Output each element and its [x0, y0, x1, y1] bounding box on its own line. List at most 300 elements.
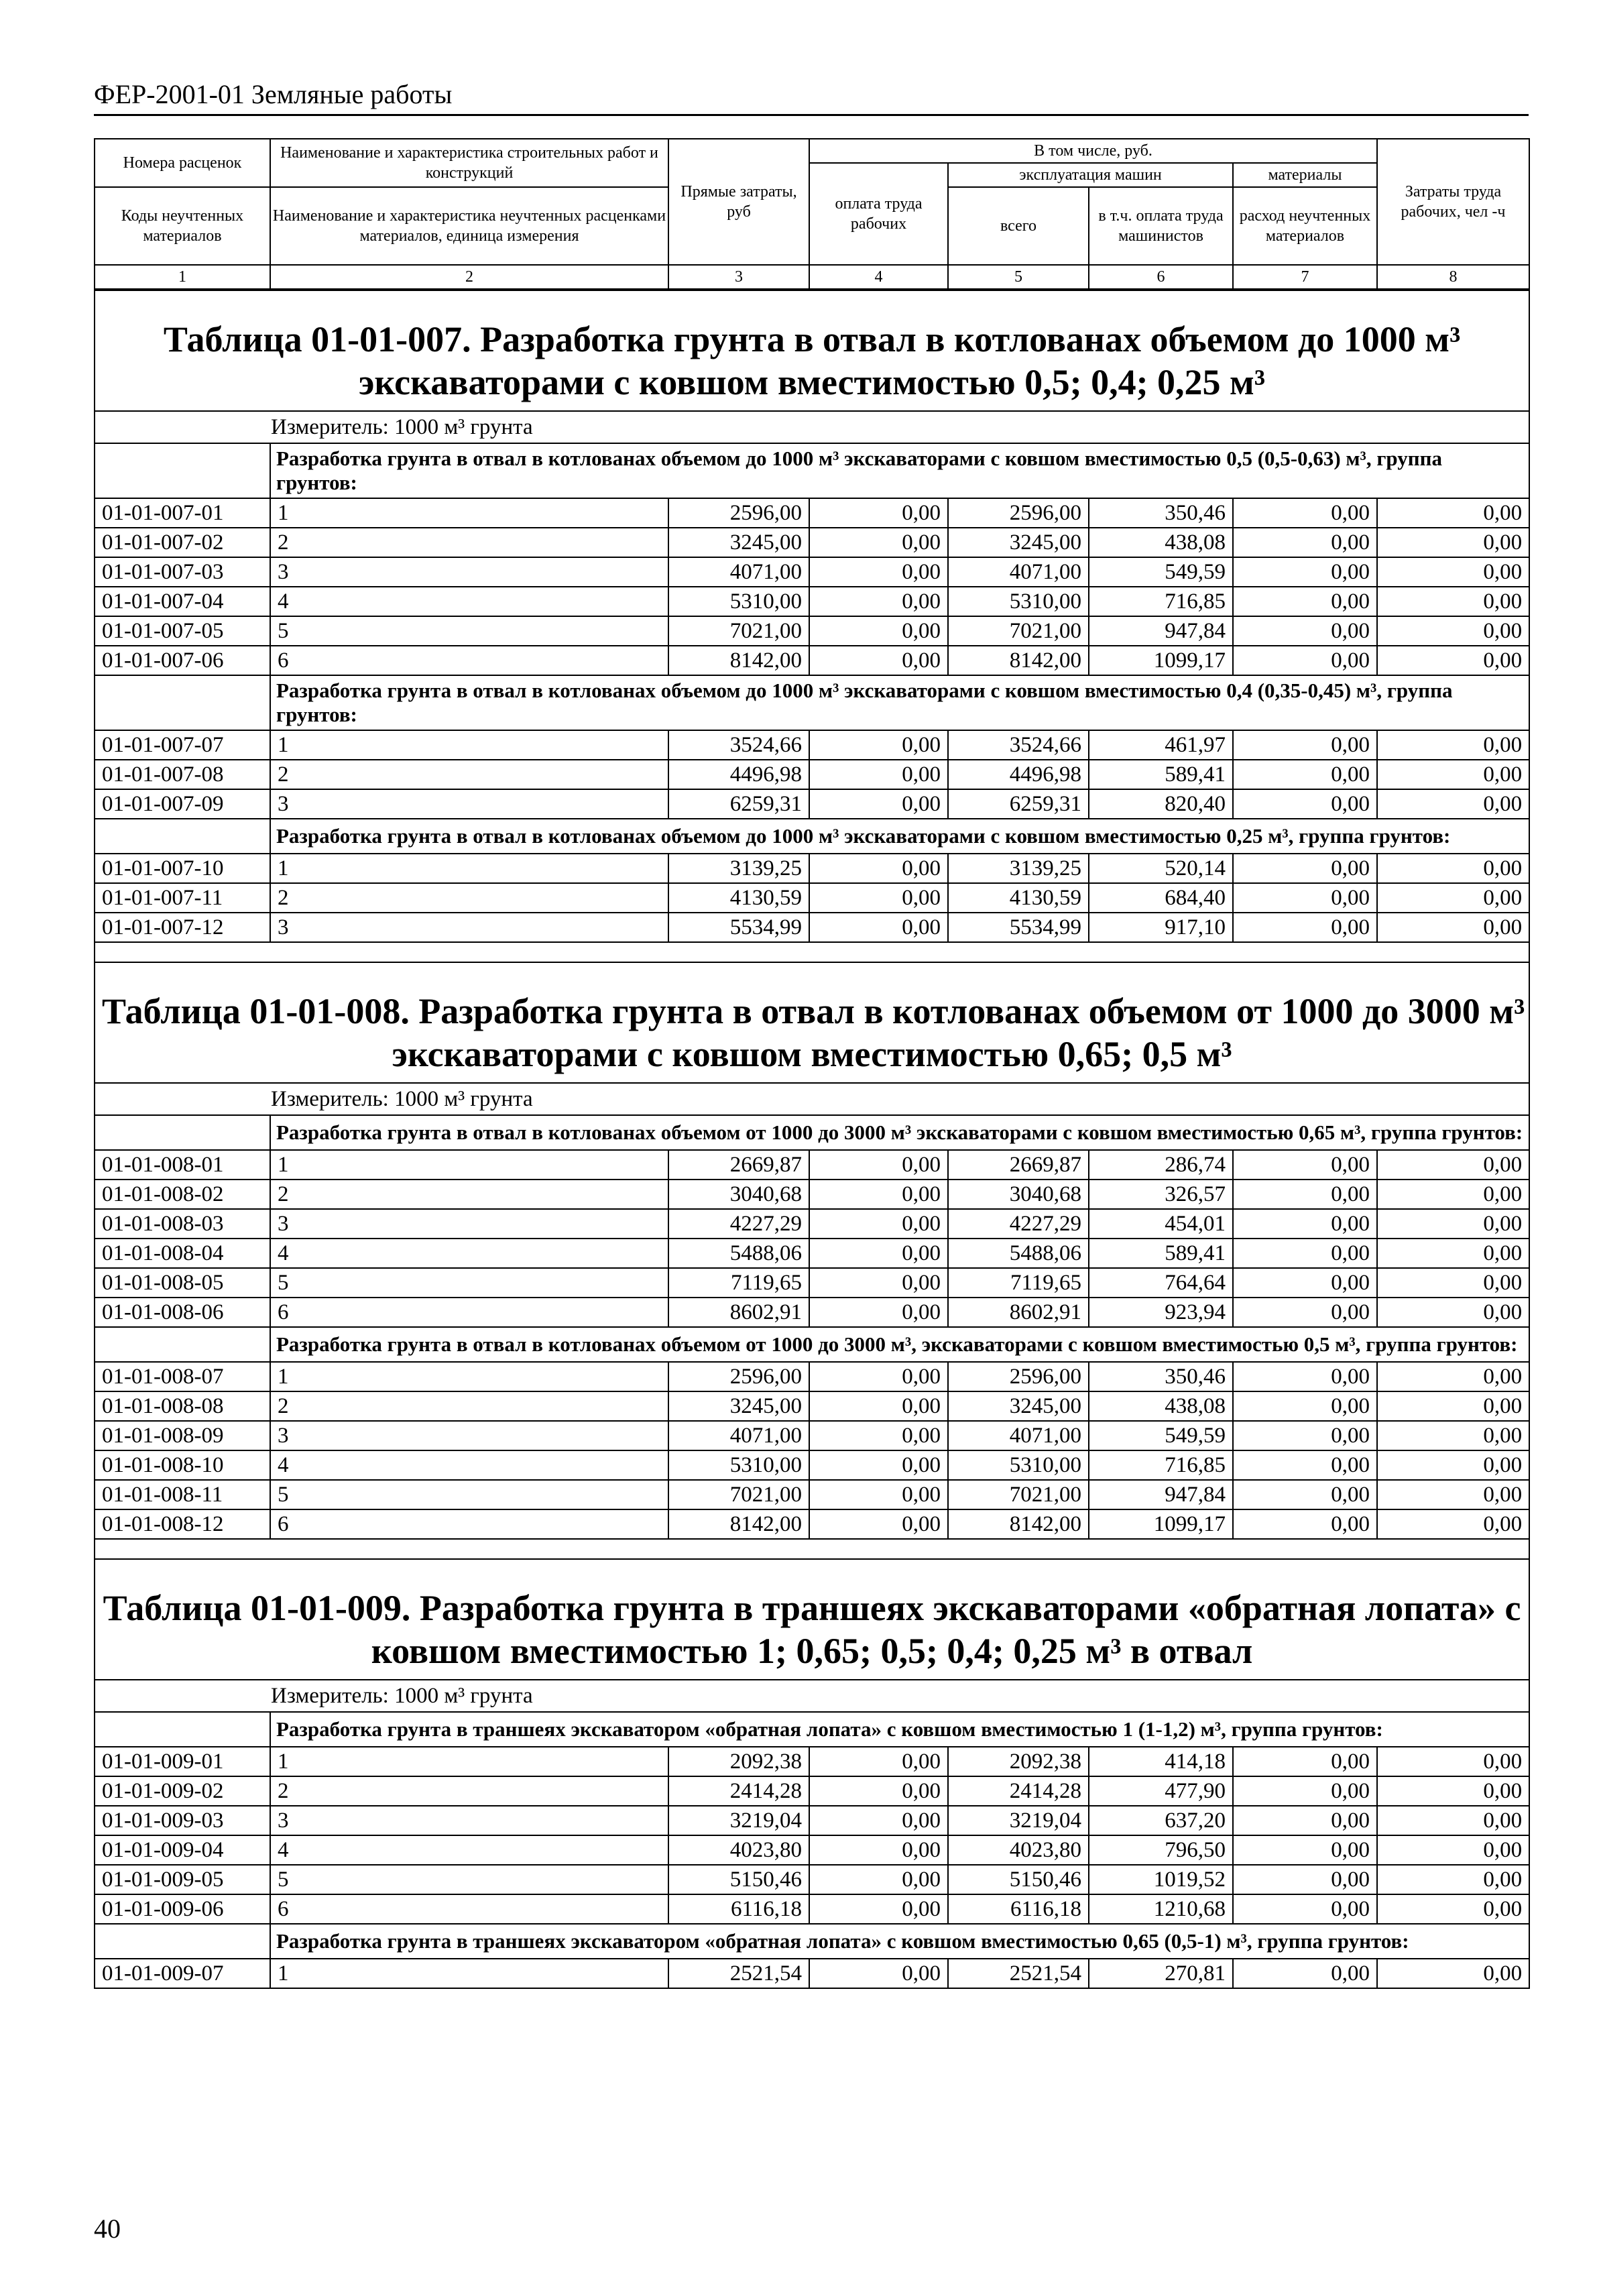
soil-group: 1	[270, 854, 668, 883]
rate-code: 01-01-008-12	[95, 1509, 270, 1539]
hdr-machines: эксплуатация машин	[948, 163, 1233, 187]
column-number: 3	[668, 265, 809, 289]
table-row	[95, 1268, 1529, 1298]
worker-wages: 0,00	[809, 760, 948, 789]
rate-code: 01-01-008-09	[95, 1421, 270, 1450]
machine-total: 2521,54	[948, 1959, 1089, 1988]
subtitle-spacer	[95, 819, 270, 854]
labor-hours: 0,00	[1377, 587, 1529, 616]
measure-row	[95, 1083, 1529, 1115]
worker-wages: 0,00	[809, 646, 948, 675]
direct-cost: 8602,91	[668, 1298, 809, 1327]
worker-wages: 0,00	[809, 1150, 948, 1180]
machine-total: 3524,66	[948, 730, 1089, 760]
operator-wages: 477,90	[1089, 1776, 1233, 1806]
direct-cost: 3139,25	[668, 854, 809, 883]
table-row	[95, 1150, 1529, 1180]
hdr-including: В том числе, руб.	[809, 139, 1377, 163]
rate-code: 01-01-009-05	[95, 1865, 270, 1894]
direct-cost: 5534,99	[668, 913, 809, 942]
operator-wages: 350,46	[1089, 498, 1233, 528]
table-row	[95, 646, 1529, 675]
soil-group: 1	[270, 1959, 668, 1988]
labor-hours: 0,00	[1377, 1776, 1529, 1806]
table-title-line: Таблица 01-01-009. Разработка грунта в траншеях экскаваторами «обратная лопата» с	[103, 1588, 1521, 1628]
soil-group: 2	[270, 760, 668, 789]
operator-wages: 947,84	[1089, 1480, 1233, 1509]
rate-code: 01-01-008-11	[95, 1480, 270, 1509]
table-row	[95, 883, 1529, 913]
worker-wages: 0,00	[809, 1806, 948, 1835]
labor-hours: 0,00	[1377, 1806, 1529, 1835]
direct-cost: 5488,06	[668, 1239, 809, 1268]
labor-hours: 0,00	[1377, 1180, 1529, 1209]
labor-hours: 0,00	[1377, 1298, 1529, 1327]
worker-wages: 0,00	[809, 1180, 948, 1209]
hdr-total: всего	[948, 187, 1089, 265]
machine-total: 2414,28	[948, 1776, 1089, 1806]
material-use: 0,00	[1233, 1747, 1377, 1776]
material-use: 0,00	[1233, 1776, 1377, 1806]
column-number: 2	[270, 265, 668, 289]
rate-code: 01-01-007-08	[95, 760, 270, 789]
material-use: 0,00	[1233, 587, 1377, 616]
table-row	[95, 1239, 1529, 1268]
table-row	[95, 1747, 1529, 1776]
hdr-name-top: Наименование и характеристика строительных работ и конструкций	[270, 139, 668, 187]
direct-cost: 4227,29	[668, 1209, 809, 1239]
operator-wages: 454,01	[1089, 1209, 1233, 1239]
soil-group: 1	[270, 1747, 668, 1776]
direct-cost: 4071,00	[668, 557, 809, 587]
operator-wages: 716,85	[1089, 1450, 1233, 1480]
rate-code: 01-01-007-09	[95, 789, 270, 819]
operator-wages: 438,08	[1089, 528, 1233, 557]
hdr-codes-bottom: Коды неучтенных материалов	[95, 187, 270, 265]
material-use: 0,00	[1233, 789, 1377, 819]
machine-total: 2596,00	[948, 1362, 1089, 1391]
worker-wages: 0,00	[809, 1362, 948, 1391]
material-use: 0,00	[1233, 1209, 1377, 1239]
worker-wages: 0,00	[809, 1268, 948, 1298]
machine-total: 3139,25	[948, 854, 1089, 883]
labor-hours: 0,00	[1377, 1391, 1529, 1421]
table-row	[95, 1776, 1529, 1806]
labor-hours: 0,00	[1377, 1509, 1529, 1539]
soil-group: 3	[270, 1209, 668, 1239]
table-title-line: Таблица 01-01-007. Разработка грунта в отвал в котлованах объемом до 1000 м³	[163, 319, 1461, 359]
gap-cell	[95, 1539, 1529, 1559]
rates-table	[94, 290, 1530, 1989]
material-use: 0,00	[1233, 498, 1377, 528]
soil-group: 1	[270, 1150, 668, 1180]
machine-total: 4130,59	[948, 883, 1089, 913]
soil-group: 6	[270, 646, 668, 675]
material-use: 0,00	[1233, 1865, 1377, 1894]
operator-wages: 947,84	[1089, 616, 1233, 646]
rate-code: 01-01-007-03	[95, 557, 270, 587]
hdr-labor-costs: Затраты труда рабочих, чел -ч	[1377, 139, 1529, 265]
material-use: 0,00	[1233, 1959, 1377, 1988]
soil-group: 3	[270, 1806, 668, 1835]
direct-cost: 5310,00	[668, 1450, 809, 1480]
hdr-codes-top: Номера расценок	[95, 139, 270, 187]
material-use: 0,00	[1233, 760, 1377, 789]
group-subtitle: Разработка грунта в отвал в котлованах объемом до 1000 м³ экскаваторами с ковшом вместимостью 0,4 (0,35-0,45) м³, группа грунтов:	[270, 675, 1529, 730]
group-subtitle-row	[95, 819, 1529, 854]
worker-wages: 0,00	[809, 1776, 948, 1806]
table-row	[95, 789, 1529, 819]
direct-cost: 8142,00	[668, 646, 809, 675]
operator-wages: 414,18	[1089, 1747, 1233, 1776]
table-title-row	[95, 290, 1529, 411]
direct-cost: 7021,00	[668, 1480, 809, 1509]
machine-total: 3040,68	[948, 1180, 1089, 1209]
rate-code: 01-01-009-01	[95, 1747, 270, 1776]
operator-wages: 549,59	[1089, 557, 1233, 587]
material-use: 0,00	[1233, 1806, 1377, 1835]
machine-total: 7021,00	[948, 616, 1089, 646]
table-row	[95, 1865, 1529, 1894]
operator-wages: 326,57	[1089, 1180, 1233, 1209]
machine-total: 5310,00	[948, 587, 1089, 616]
rate-code: 01-01-007-06	[95, 646, 270, 675]
table-row	[95, 1480, 1529, 1509]
operator-wages: 716,85	[1089, 587, 1233, 616]
soil-group: 5	[270, 1865, 668, 1894]
soil-group: 2	[270, 1180, 668, 1209]
machine-total: 5150,46	[948, 1865, 1089, 1894]
labor-hours: 0,00	[1377, 1894, 1529, 1924]
table-row	[95, 498, 1529, 528]
worker-wages: 0,00	[809, 587, 948, 616]
direct-cost: 2092,38	[668, 1747, 809, 1776]
table-title-line: экскаваторами с ковшом вместимостью 0,65; 0,5 м³	[392, 1034, 1232, 1074]
measure-unit: Измеритель: 1000 м³ грунта	[95, 1680, 1529, 1712]
column-number: 8	[1377, 265, 1529, 289]
subtitle-spacer	[95, 1924, 270, 1959]
labor-hours: 0,00	[1377, 1959, 1529, 1988]
table-row	[95, 854, 1529, 883]
table-row	[95, 1209, 1529, 1239]
group-subtitle: Разработка грунта в отвал в котлованах объемом до 1000 м³ экскаваторами с ковшом вместимостью 0,5 (0,5-0,63) м³, группа грунтов:	[270, 443, 1529, 498]
measure-row	[95, 1680, 1529, 1712]
labor-hours: 0,00	[1377, 1239, 1529, 1268]
table-row	[95, 1806, 1529, 1835]
hdr-direct-costs: Прямые затраты, руб	[668, 139, 809, 265]
material-use: 0,00	[1233, 1421, 1377, 1450]
rate-code: 01-01-007-01	[95, 498, 270, 528]
soil-group: 1	[270, 1362, 668, 1391]
material-use: 0,00	[1233, 883, 1377, 913]
material-use: 0,00	[1233, 1180, 1377, 1209]
soil-group: 3	[270, 789, 668, 819]
column-number: 7	[1233, 265, 1377, 289]
worker-wages: 0,00	[809, 1391, 948, 1421]
direct-cost: 2521,54	[668, 1959, 809, 1988]
operator-wages: 1099,17	[1089, 1509, 1233, 1539]
worker-wages: 0,00	[809, 1894, 948, 1924]
worker-wages: 0,00	[809, 1298, 948, 1327]
table-row	[95, 730, 1529, 760]
rate-code: 01-01-008-05	[95, 1268, 270, 1298]
direct-cost: 5150,46	[668, 1865, 809, 1894]
machine-total: 4496,98	[948, 760, 1089, 789]
material-use: 0,00	[1233, 1268, 1377, 1298]
worker-wages: 0,00	[809, 498, 948, 528]
group-subtitle: Разработка грунта в траншеях экскаватором «обратная лопата» с ковшом вместимостью 0,65 (0,5-1) м³, группа грунтов:	[270, 1924, 1529, 1959]
worker-wages: 0,00	[809, 789, 948, 819]
table-row	[95, 1959, 1529, 1988]
subtitle-spacer	[95, 1712, 270, 1747]
rate-code: 01-01-007-12	[95, 913, 270, 942]
labor-hours: 0,00	[1377, 854, 1529, 883]
measure-row	[95, 411, 1529, 443]
group-subtitle-row	[95, 443, 1529, 498]
gap-cell	[95, 942, 1529, 962]
labor-hours: 0,00	[1377, 1480, 1529, 1509]
soil-group: 2	[270, 1776, 668, 1806]
operator-wages: 549,59	[1089, 1421, 1233, 1450]
direct-cost: 8142,00	[668, 1509, 809, 1539]
material-use: 0,00	[1233, 854, 1377, 883]
table-title	[102, 318, 1522, 404]
table-title	[102, 990, 1525, 1076]
direct-cost: 3219,04	[668, 1806, 809, 1835]
worker-wages: 0,00	[809, 913, 948, 942]
worker-wages: 0,00	[809, 1865, 948, 1894]
soil-group: 4	[270, 1450, 668, 1480]
table-row	[95, 587, 1529, 616]
page-header	[94, 79, 1529, 116]
direct-cost: 7021,00	[668, 616, 809, 646]
machine-total: 2092,38	[948, 1747, 1089, 1776]
material-use: 0,00	[1233, 1835, 1377, 1865]
rate-code: 01-01-009-06	[95, 1894, 270, 1924]
rate-code: 01-01-008-07	[95, 1362, 270, 1391]
subtitle-spacer	[95, 1115, 270, 1150]
machine-total: 3219,04	[948, 1806, 1089, 1835]
rate-code: 01-01-007-04	[95, 587, 270, 616]
soil-group: 5	[270, 1268, 668, 1298]
machine-total: 4071,00	[948, 1421, 1089, 1450]
operator-wages: 1019,52	[1089, 1865, 1233, 1894]
hdr-operator-wages: в т.ч. оплата труда машинистов	[1089, 187, 1233, 265]
worker-wages: 0,00	[809, 1747, 948, 1776]
worker-wages: 0,00	[809, 1835, 948, 1865]
table-title-line: экскаваторами с ковшом вместимостью 0,5; 0,4; 0,25 м³	[359, 362, 1266, 402]
direct-cost: 3040,68	[668, 1180, 809, 1209]
material-use: 0,00	[1233, 1239, 1377, 1268]
labor-hours: 0,00	[1377, 789, 1529, 819]
material-use: 0,00	[1233, 528, 1377, 557]
machine-total: 7021,00	[948, 1480, 1089, 1509]
rate-code: 01-01-008-04	[95, 1239, 270, 1268]
machine-total: 5488,06	[948, 1239, 1089, 1268]
table-row	[95, 1421, 1529, 1450]
machine-total: 4023,80	[948, 1835, 1089, 1865]
soil-group: 4	[270, 587, 668, 616]
group-subtitle-row	[95, 1115, 1529, 1150]
direct-cost: 4023,80	[668, 1835, 809, 1865]
material-use: 0,00	[1233, 646, 1377, 675]
group-subtitle: Разработка грунта в траншеях экскаватором «обратная лопата» с ковшом вместимостью 1 (1-1,2) м³, группа грунтов:	[270, 1712, 1529, 1747]
labor-hours: 0,00	[1377, 1747, 1529, 1776]
table-gap	[95, 942, 1529, 962]
direct-cost: 6259,31	[668, 789, 809, 819]
direct-cost: 2596,00	[668, 498, 809, 528]
direct-cost: 6116,18	[668, 1894, 809, 1924]
soil-group: 1	[270, 498, 668, 528]
worker-wages: 0,00	[809, 616, 948, 646]
soil-group: 2	[270, 883, 668, 913]
machine-total: 7119,65	[948, 1268, 1089, 1298]
table-gap	[95, 1539, 1529, 1559]
soil-group: 4	[270, 1239, 668, 1268]
direct-cost: 3245,00	[668, 1391, 809, 1421]
column-number: 6	[1089, 265, 1233, 289]
worker-wages: 0,00	[809, 1421, 948, 1450]
column-header-table	[94, 138, 1530, 290]
column-number: 1	[95, 265, 270, 289]
machine-total: 8602,91	[948, 1298, 1089, 1327]
operator-wages: 589,41	[1089, 1239, 1233, 1268]
material-use: 0,00	[1233, 1298, 1377, 1327]
labor-hours: 0,00	[1377, 1450, 1529, 1480]
measure-unit: Измеритель: 1000 м³ грунта	[95, 1083, 1529, 1115]
table-row	[95, 1509, 1529, 1539]
rate-code: 01-01-007-11	[95, 883, 270, 913]
column-number: 4	[809, 265, 948, 289]
worker-wages: 0,00	[809, 1209, 948, 1239]
labor-hours: 0,00	[1377, 883, 1529, 913]
material-use: 0,00	[1233, 1509, 1377, 1539]
labor-hours: 0,00	[1377, 557, 1529, 587]
table-row	[95, 760, 1529, 789]
hdr-name-bottom: Наименование и характеристика неучтенных расценками материалов, единица измерения	[270, 187, 668, 265]
machine-total: 2596,00	[948, 498, 1089, 528]
rate-code: 01-01-009-03	[95, 1806, 270, 1835]
material-use: 0,00	[1233, 1362, 1377, 1391]
measure-unit: Измеритель: 1000 м³ грунта	[95, 411, 1529, 443]
labor-hours: 0,00	[1377, 616, 1529, 646]
labor-hours: 0,00	[1377, 1421, 1529, 1450]
group-subtitle: Разработка грунта в отвал в котлованах объемом от 1000 до 3000 м³ экскаваторами с ковшом вместимостью 0,65 м³, группа грунтов:	[270, 1115, 1529, 1150]
machine-total: 8142,00	[948, 1509, 1089, 1539]
worker-wages: 0,00	[809, 1450, 948, 1480]
column-number: 5	[948, 265, 1089, 289]
worker-wages: 0,00	[809, 854, 948, 883]
table-row	[95, 1362, 1529, 1391]
labor-hours: 0,00	[1377, 1865, 1529, 1894]
hdr-material-use: расход неучтенных материалов	[1233, 187, 1377, 265]
table-title-row	[95, 962, 1529, 1083]
subtitle-spacer	[95, 443, 270, 498]
worker-wages: 0,00	[809, 1959, 948, 1988]
labor-hours: 0,00	[1377, 646, 1529, 675]
table-title-line: ковшом вместимостью 1; 0,65; 0,5; 0,4; 0,25 м³ в отвал	[371, 1631, 1253, 1671]
operator-wages: 1210,68	[1089, 1894, 1233, 1924]
hdr-wages: оплата труда рабочих	[809, 163, 948, 265]
operator-wages: 589,41	[1089, 760, 1233, 789]
direct-cost: 3245,00	[668, 528, 809, 557]
worker-wages: 0,00	[809, 1509, 948, 1539]
rate-code: 01-01-009-02	[95, 1776, 270, 1806]
operator-wages: 684,40	[1089, 883, 1233, 913]
machine-total: 6116,18	[948, 1894, 1089, 1924]
group-subtitle-row	[95, 675, 1529, 730]
soil-group: 3	[270, 557, 668, 587]
table-row	[95, 913, 1529, 942]
operator-wages: 764,64	[1089, 1268, 1233, 1298]
direct-cost: 4071,00	[668, 1421, 809, 1450]
operator-wages: 438,08	[1089, 1391, 1233, 1421]
labor-hours: 0,00	[1377, 913, 1529, 942]
document-body	[94, 138, 1529, 1989]
operator-wages: 917,10	[1089, 913, 1233, 942]
rate-code: 01-01-008-02	[95, 1180, 270, 1209]
table-row	[95, 557, 1529, 587]
soil-group: 1	[270, 730, 668, 760]
labor-hours: 0,00	[1377, 1268, 1529, 1298]
table-title	[102, 1587, 1522, 1672]
direct-cost: 3524,66	[668, 730, 809, 760]
material-use: 0,00	[1233, 913, 1377, 942]
machine-total: 4227,29	[948, 1209, 1089, 1239]
group-subtitle: Разработка грунта в отвал в котлованах объемом до 1000 м³ экскаваторами с ковшом вместимостью 0,25 м³, группа грунтов:	[270, 819, 1529, 854]
operator-wages: 923,94	[1089, 1298, 1233, 1327]
subtitle-spacer	[95, 675, 270, 730]
direct-cost: 2669,87	[668, 1150, 809, 1180]
soil-group: 2	[270, 1391, 668, 1421]
table-row	[95, 1835, 1529, 1865]
soil-group: 6	[270, 1509, 668, 1539]
soil-group: 3	[270, 1421, 668, 1450]
page-number: 40	[94, 2214, 121, 2244]
material-use: 0,00	[1233, 616, 1377, 646]
machine-total: 5534,99	[948, 913, 1089, 942]
worker-wages: 0,00	[809, 528, 948, 557]
table-row	[95, 616, 1529, 646]
worker-wages: 0,00	[809, 1239, 948, 1268]
worker-wages: 0,00	[809, 557, 948, 587]
rate-code: 01-01-007-10	[95, 854, 270, 883]
table-row	[95, 1298, 1529, 1327]
material-use: 0,00	[1233, 730, 1377, 760]
soil-group: 6	[270, 1298, 668, 1327]
rate-code: 01-01-008-03	[95, 1209, 270, 1239]
worker-wages: 0,00	[809, 883, 948, 913]
table-row	[95, 1450, 1529, 1480]
direct-cost: 4130,59	[668, 883, 809, 913]
group-subtitle-row	[95, 1327, 1529, 1362]
hdr-materials: материалы	[1233, 163, 1377, 187]
running-title: ФЕР-2001-01 Земляные работы	[94, 79, 453, 109]
material-use: 0,00	[1233, 1894, 1377, 1924]
labor-hours: 0,00	[1377, 1835, 1529, 1865]
operator-wages: 796,50	[1089, 1835, 1233, 1865]
subtitle-spacer	[95, 1327, 270, 1362]
operator-wages: 461,97	[1089, 730, 1233, 760]
labor-hours: 0,00	[1377, 1150, 1529, 1180]
soil-group: 6	[270, 1894, 668, 1924]
worker-wages: 0,00	[809, 1480, 948, 1509]
direct-cost: 2414,28	[668, 1776, 809, 1806]
group-subtitle: Разработка грунта в отвал в котлованах объемом от 1000 до 3000 м³, экскаваторами с ковшом вместимостью 0,5 м³, группа грунтов:	[270, 1327, 1529, 1362]
table-title-row	[95, 1559, 1529, 1680]
worker-wages: 0,00	[809, 730, 948, 760]
rate-code: 01-01-009-07	[95, 1959, 270, 1988]
